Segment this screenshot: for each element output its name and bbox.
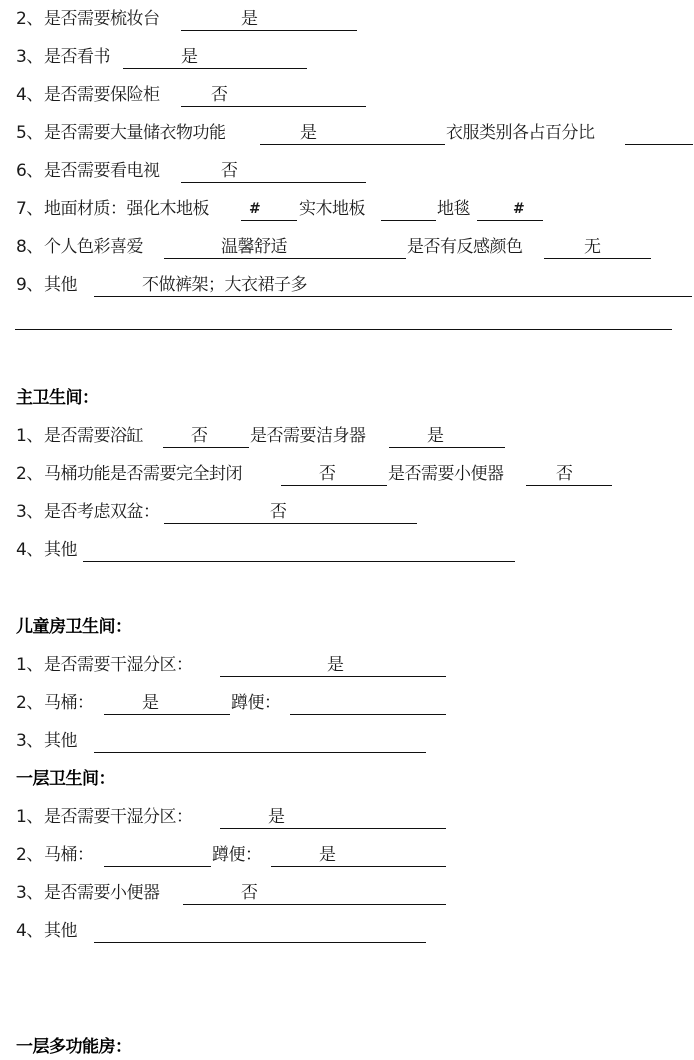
item-label: 蹲便： bbox=[212, 845, 262, 865]
answer-field[interactable] bbox=[181, 6, 357, 31]
item-label: 是否需要浴缸 bbox=[44, 426, 143, 446]
item-label: 是否考虑双盆： bbox=[44, 502, 160, 522]
answer-value: # bbox=[249, 201, 261, 217]
item-label: 4、 bbox=[16, 921, 43, 941]
item-label: 实木地板 bbox=[299, 199, 365, 219]
answer-field[interactable] bbox=[271, 842, 446, 867]
item-label: 6、 bbox=[16, 161, 43, 181]
answer-field[interactable] bbox=[123, 44, 307, 69]
item-label: 2、 bbox=[16, 464, 43, 484]
item-label: 2、 bbox=[16, 845, 43, 865]
answer-field[interactable] bbox=[526, 461, 612, 486]
item-label: 其他 bbox=[44, 731, 77, 751]
item-label: 蹲便： bbox=[231, 693, 281, 713]
answer-field[interactable] bbox=[220, 804, 446, 829]
item-label: 是否需要洁身器 bbox=[250, 426, 366, 446]
item-label: 马桶： bbox=[44, 693, 94, 713]
item-label: 马桶： bbox=[44, 845, 94, 865]
answer-value: 是 bbox=[427, 426, 444, 446]
answer-value: 是 bbox=[268, 807, 285, 827]
item-label: 个人色彩喜爱 bbox=[44, 237, 143, 257]
item-label: 是否有反感颜色 bbox=[407, 237, 523, 257]
item-label: 是否需要梳妆台 bbox=[44, 9, 160, 29]
item-label: 2、 bbox=[16, 9, 43, 29]
item-label: 是否需要保险柜 bbox=[44, 85, 160, 105]
item-label: 是否需要小便器 bbox=[388, 464, 504, 484]
answer-value: 是 bbox=[319, 845, 336, 865]
answer-field[interactable] bbox=[477, 196, 543, 221]
item-label: 其他 bbox=[44, 540, 77, 560]
answer-field[interactable] bbox=[260, 120, 445, 145]
item-label: 5、 bbox=[16, 123, 43, 143]
item-label: 衣服类别各占百分比 bbox=[446, 123, 595, 143]
answer-field[interactable] bbox=[544, 234, 651, 259]
answer-field[interactable] bbox=[220, 652, 446, 677]
item-label: 地毯 bbox=[437, 199, 470, 219]
answer-value: 否 bbox=[319, 464, 336, 484]
answer-field[interactable] bbox=[83, 537, 515, 562]
continuation-line[interactable] bbox=[15, 329, 672, 330]
item-label: 地面材质：强化木地板 bbox=[44, 199, 209, 219]
answer-field[interactable] bbox=[181, 82, 366, 107]
answer-field[interactable] bbox=[281, 461, 387, 486]
item-label: 3、 bbox=[16, 883, 43, 903]
answer-value: 是 bbox=[300, 123, 317, 143]
item-label: 4、 bbox=[16, 85, 43, 105]
item-label: 7、 bbox=[16, 199, 43, 219]
answer-value: 否 bbox=[270, 502, 287, 522]
item-label: 4、 bbox=[16, 540, 43, 560]
answer-value: 否 bbox=[211, 85, 228, 105]
answer-field[interactable] bbox=[241, 196, 297, 221]
answer-value: 温馨舒适 bbox=[221, 237, 287, 257]
item-label: 3、 bbox=[16, 47, 43, 67]
section-title-master-bath: 主卫生间： bbox=[16, 388, 99, 408]
answer-value: 否 bbox=[556, 464, 573, 484]
item-label: 1、 bbox=[16, 655, 43, 675]
answer-value: 是 bbox=[181, 47, 198, 67]
answer-value: 是 bbox=[142, 693, 159, 713]
answer-value: 是 bbox=[327, 655, 344, 675]
answer-field[interactable] bbox=[290, 690, 446, 715]
answer-field[interactable] bbox=[104, 690, 230, 715]
answer-value: 否 bbox=[241, 883, 258, 903]
item-label: 9、 bbox=[16, 275, 43, 295]
item-label: 8、 bbox=[16, 237, 43, 257]
answer-field[interactable] bbox=[389, 423, 505, 448]
item-label: 2、 bbox=[16, 693, 43, 713]
answer-field[interactable] bbox=[94, 272, 692, 297]
answer-value: 否 bbox=[191, 426, 208, 446]
answer-value: # bbox=[513, 201, 525, 217]
item-label: 是否需要看电视 bbox=[44, 161, 160, 181]
item-label: 是否需要干湿分区： bbox=[44, 655, 193, 675]
answer-field[interactable] bbox=[94, 728, 426, 753]
item-label: 是否需要干湿分区： bbox=[44, 807, 193, 827]
item-label: 其他 bbox=[44, 275, 77, 295]
item-label: 是否看书 bbox=[44, 47, 110, 67]
section-title-kids-bath: 儿童房卫生间： bbox=[16, 617, 132, 637]
answer-field[interactable] bbox=[163, 423, 249, 448]
item-label: 其他 bbox=[44, 921, 77, 941]
item-label: 马桶功能是否需要完全封闭 bbox=[44, 464, 242, 484]
section-title-multi-room: 一层多功能房： bbox=[16, 1037, 132, 1057]
item-label: 1、 bbox=[16, 807, 43, 827]
section-title-first-floor-bath: 一层卫生间： bbox=[16, 769, 115, 789]
answer-field[interactable] bbox=[164, 499, 417, 524]
answer-value: 不做裤架；大衣裙子多 bbox=[142, 275, 307, 295]
answer-value: 否 bbox=[221, 161, 238, 181]
answer-value: 是 bbox=[241, 9, 258, 29]
answer-field[interactable] bbox=[181, 158, 366, 183]
answer-field[interactable] bbox=[625, 120, 693, 145]
answer-value: 无 bbox=[584, 237, 601, 257]
answer-field[interactable] bbox=[164, 234, 406, 259]
item-label: 1、 bbox=[16, 426, 43, 446]
answer-field[interactable] bbox=[104, 842, 211, 867]
answer-field[interactable] bbox=[183, 880, 446, 905]
item-label: 3、 bbox=[16, 731, 43, 751]
item-label: 是否需要大量储衣物功能 bbox=[44, 123, 226, 143]
item-label: 3、 bbox=[16, 502, 43, 522]
answer-field[interactable] bbox=[94, 918, 426, 943]
answer-field[interactable] bbox=[381, 196, 436, 221]
item-label: 是否需要小便器 bbox=[44, 883, 160, 903]
